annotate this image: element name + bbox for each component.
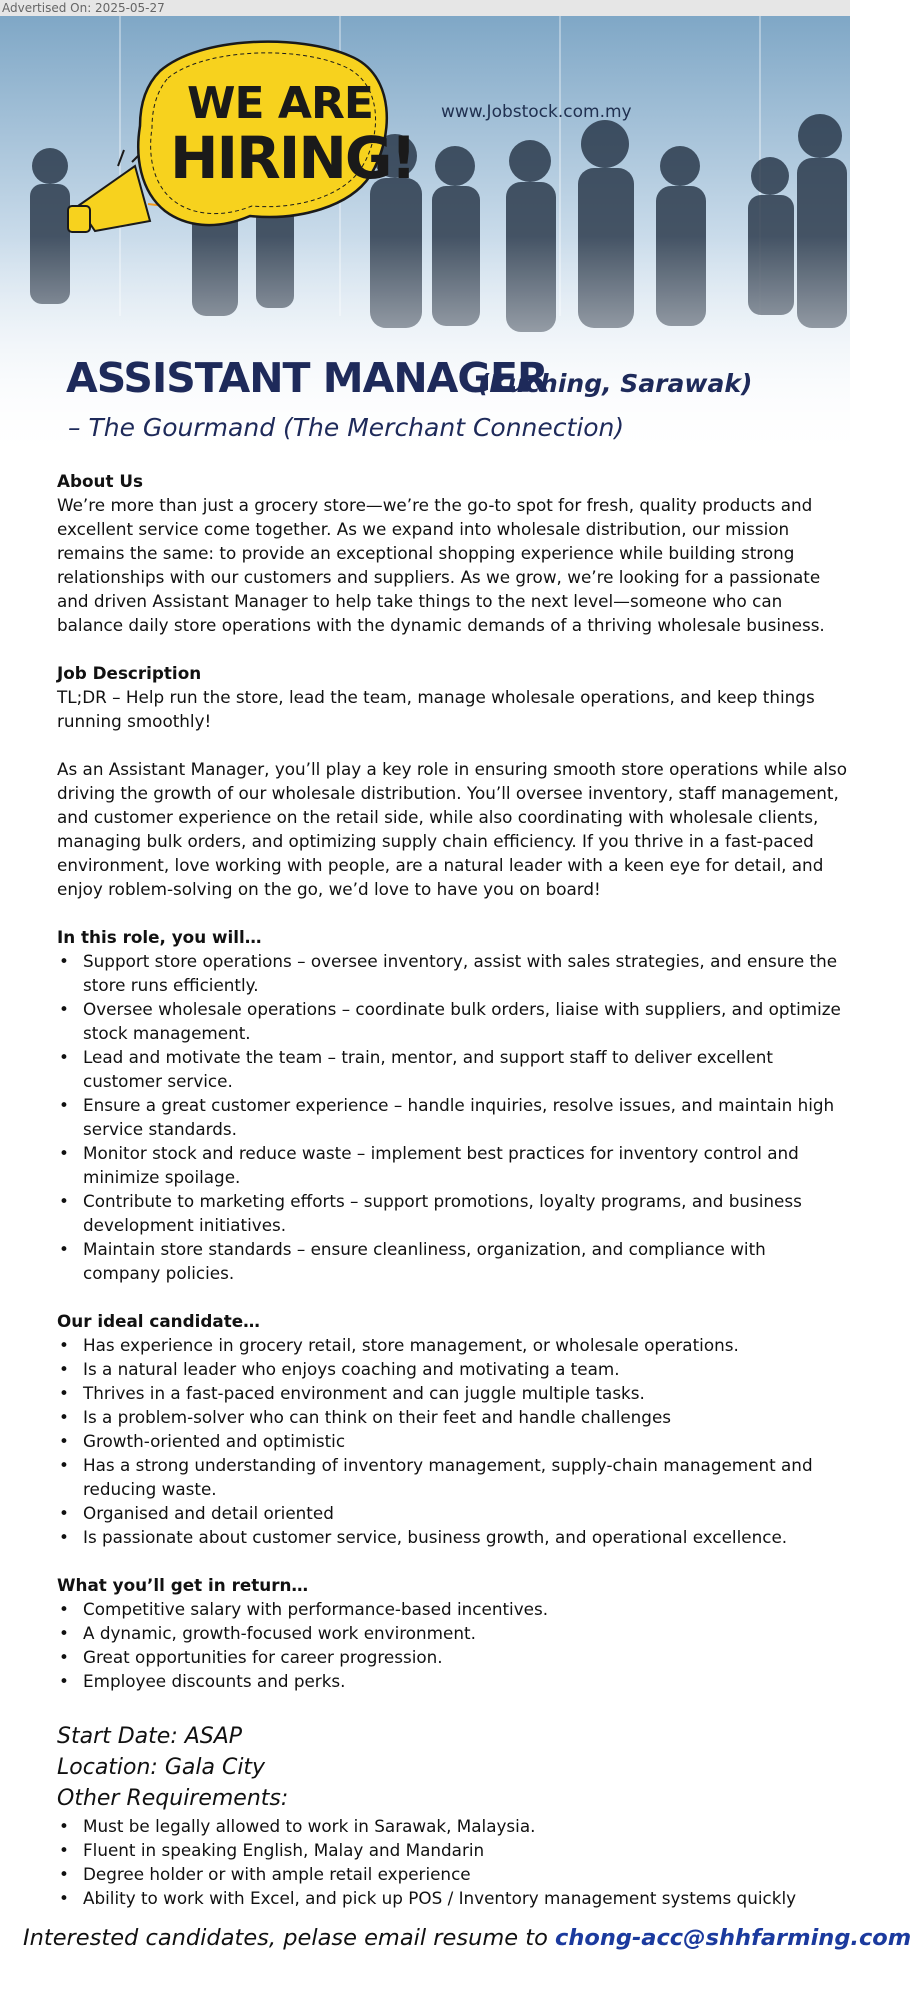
advert-date-bar <box>0 0 850 16</box>
work-location: Location: Gala City <box>57 1755 266 1780</box>
job-description-tldr: TL;DR – Help run the store, lead the team, manage wholesale operations, and keep things running smoothly! <box>57 687 815 731</box>
benefits-heading: What you’ll get in return… <box>57 1575 309 1595</box>
list-item: • Employee discounts and perks. <box>57 1669 847 1693</box>
benefits-list <box>57 1597 847 1693</box>
list-item: • Competitive salary with performance-based incentives. <box>57 1597 847 1621</box>
list-item: • Ensure a great customer experience – handle inquiries, resolve issues, and maintain high service standards. <box>57 1093 847 1141</box>
list-item: • Fluent in speaking English, Malay and Mandarin <box>57 1838 847 1862</box>
list-item: • Oversee wholesale operations – coordinate bulk orders, liaise with suppliers, and optimize stock management. <box>57 997 847 1045</box>
job-description-text: As an Assistant Manager, you’ll play a key role in ensuring smooth store operations while also driving the growth of our wholesale distribution. You’ll oversee inventory, staff management, and customer experience on the retail side, while also coordinating with wholesale clients, managing bulk orders, and optimizing supply chain efficiency. If you thrive in a fast-paced environment, love working with people, are a natural leader with a keen eye for detail, and enjoy roblem-solving on the go, we’d love to have you on board! <box>57 759 848 899</box>
requirements-list <box>57 1814 847 1910</box>
list-item: • Is a problem-solver who can think on their feet and handle challenges <box>57 1405 847 1429</box>
apply-instructions <box>23 1925 911 1951</box>
job-ad-body <box>57 469 847 1910</box>
list-item: • Is a natural leader who enjoys coaching and motivating a team. <box>57 1357 847 1381</box>
start-date: Start Date: ASAP <box>57 1724 243 1749</box>
list-item: • Degree holder or with ample retail experience <box>57 1862 847 1886</box>
advert-date: Advertised On: 2025-05-27 <box>2 1 165 15</box>
list-item: • Has a strong understanding of inventory management, supply-chain management and reducing waste. <box>57 1453 847 1501</box>
badge-text-hiring: HIRING! <box>170 124 415 192</box>
list-item: • Organised and detail oriented <box>57 1501 847 1525</box>
role-heading: In this role, you will… <box>57 927 262 947</box>
job-location: (Kuching, Sarawak) <box>478 369 753 398</box>
list-item: • Monitor stock and reduce waste – implement best practices for inventory control and minimize spoilage. <box>57 1141 847 1189</box>
list-item: • Lead and motivate the team – train, mentor, and support staff to deliver excellent customer service. <box>57 1045 847 1093</box>
company-name: – The Gourmand (The Merchant Connection) <box>68 413 625 442</box>
apply-email-link[interactable]: chong-acc@shhfarming.com <box>555 1925 911 1951</box>
website-url: www.Jobstock.com.my <box>441 102 632 122</box>
list-item: • Is passionate about customer service, business growth, and operational excellence. <box>57 1525 847 1549</box>
other-requirements-heading: Other Requirements: <box>57 1786 289 1811</box>
list-item: • Contribute to marketing efforts – support promotions, loyalty programs, and business development initiatives. <box>57 1189 847 1237</box>
list-item: • Support store operations – oversee inventory, assist with sales strategies, and ensure the store runs efficiently. <box>57 949 847 997</box>
list-item: • Must be legally allowed to work in Sarawak, Malaysia. <box>57 1814 847 1838</box>
list-item: • Great opportunities for career progression. <box>57 1645 847 1669</box>
list-item: • Maintain store standards – ensure cleanliness, organization, and compliance with company policies. <box>57 1237 847 1285</box>
badge-text-we-are: WE ARE <box>187 78 373 129</box>
candidate-heading: Our ideal candidate… <box>57 1311 260 1331</box>
candidate-list <box>57 1333 847 1549</box>
list-item: • Has experience in grocery retail, store management, or wholesale operations. <box>57 1333 847 1357</box>
list-item: • Ability to work with Excel, and pick up POS / Inventory management systems quickly <box>57 1886 847 1910</box>
list-item: • A dynamic, growth-focused work environment. <box>57 1621 847 1645</box>
apply-text: Interested candidates, pelase email resume to <box>23 1925 548 1951</box>
about-heading: About Us <box>57 471 143 491</box>
job-title: ASSISTANT MANAGER <box>66 354 548 402</box>
role-list <box>57 949 847 1285</box>
job-description-heading: Job Description <box>57 663 202 683</box>
about-text: We’re more than just a grocery store—we’re the go-to spot for fresh, quality products and excellent service come together. As we expand into wholesale distribution, our mission remains the same: to provide an exceptional shopping experience while building strong relationships with our customers and suppliers. As we grow, we’re looking for a passionate and driven Assistant Manager to help take things to the next level—someone who can balance daily store operations with the dynamic demands of a thriving wholesale business. <box>57 495 825 635</box>
list-item: • Thrives in a fast-paced environment and can juggle multiple tasks. <box>57 1381 847 1405</box>
list-item: • Growth-oriented and optimistic <box>57 1429 847 1453</box>
